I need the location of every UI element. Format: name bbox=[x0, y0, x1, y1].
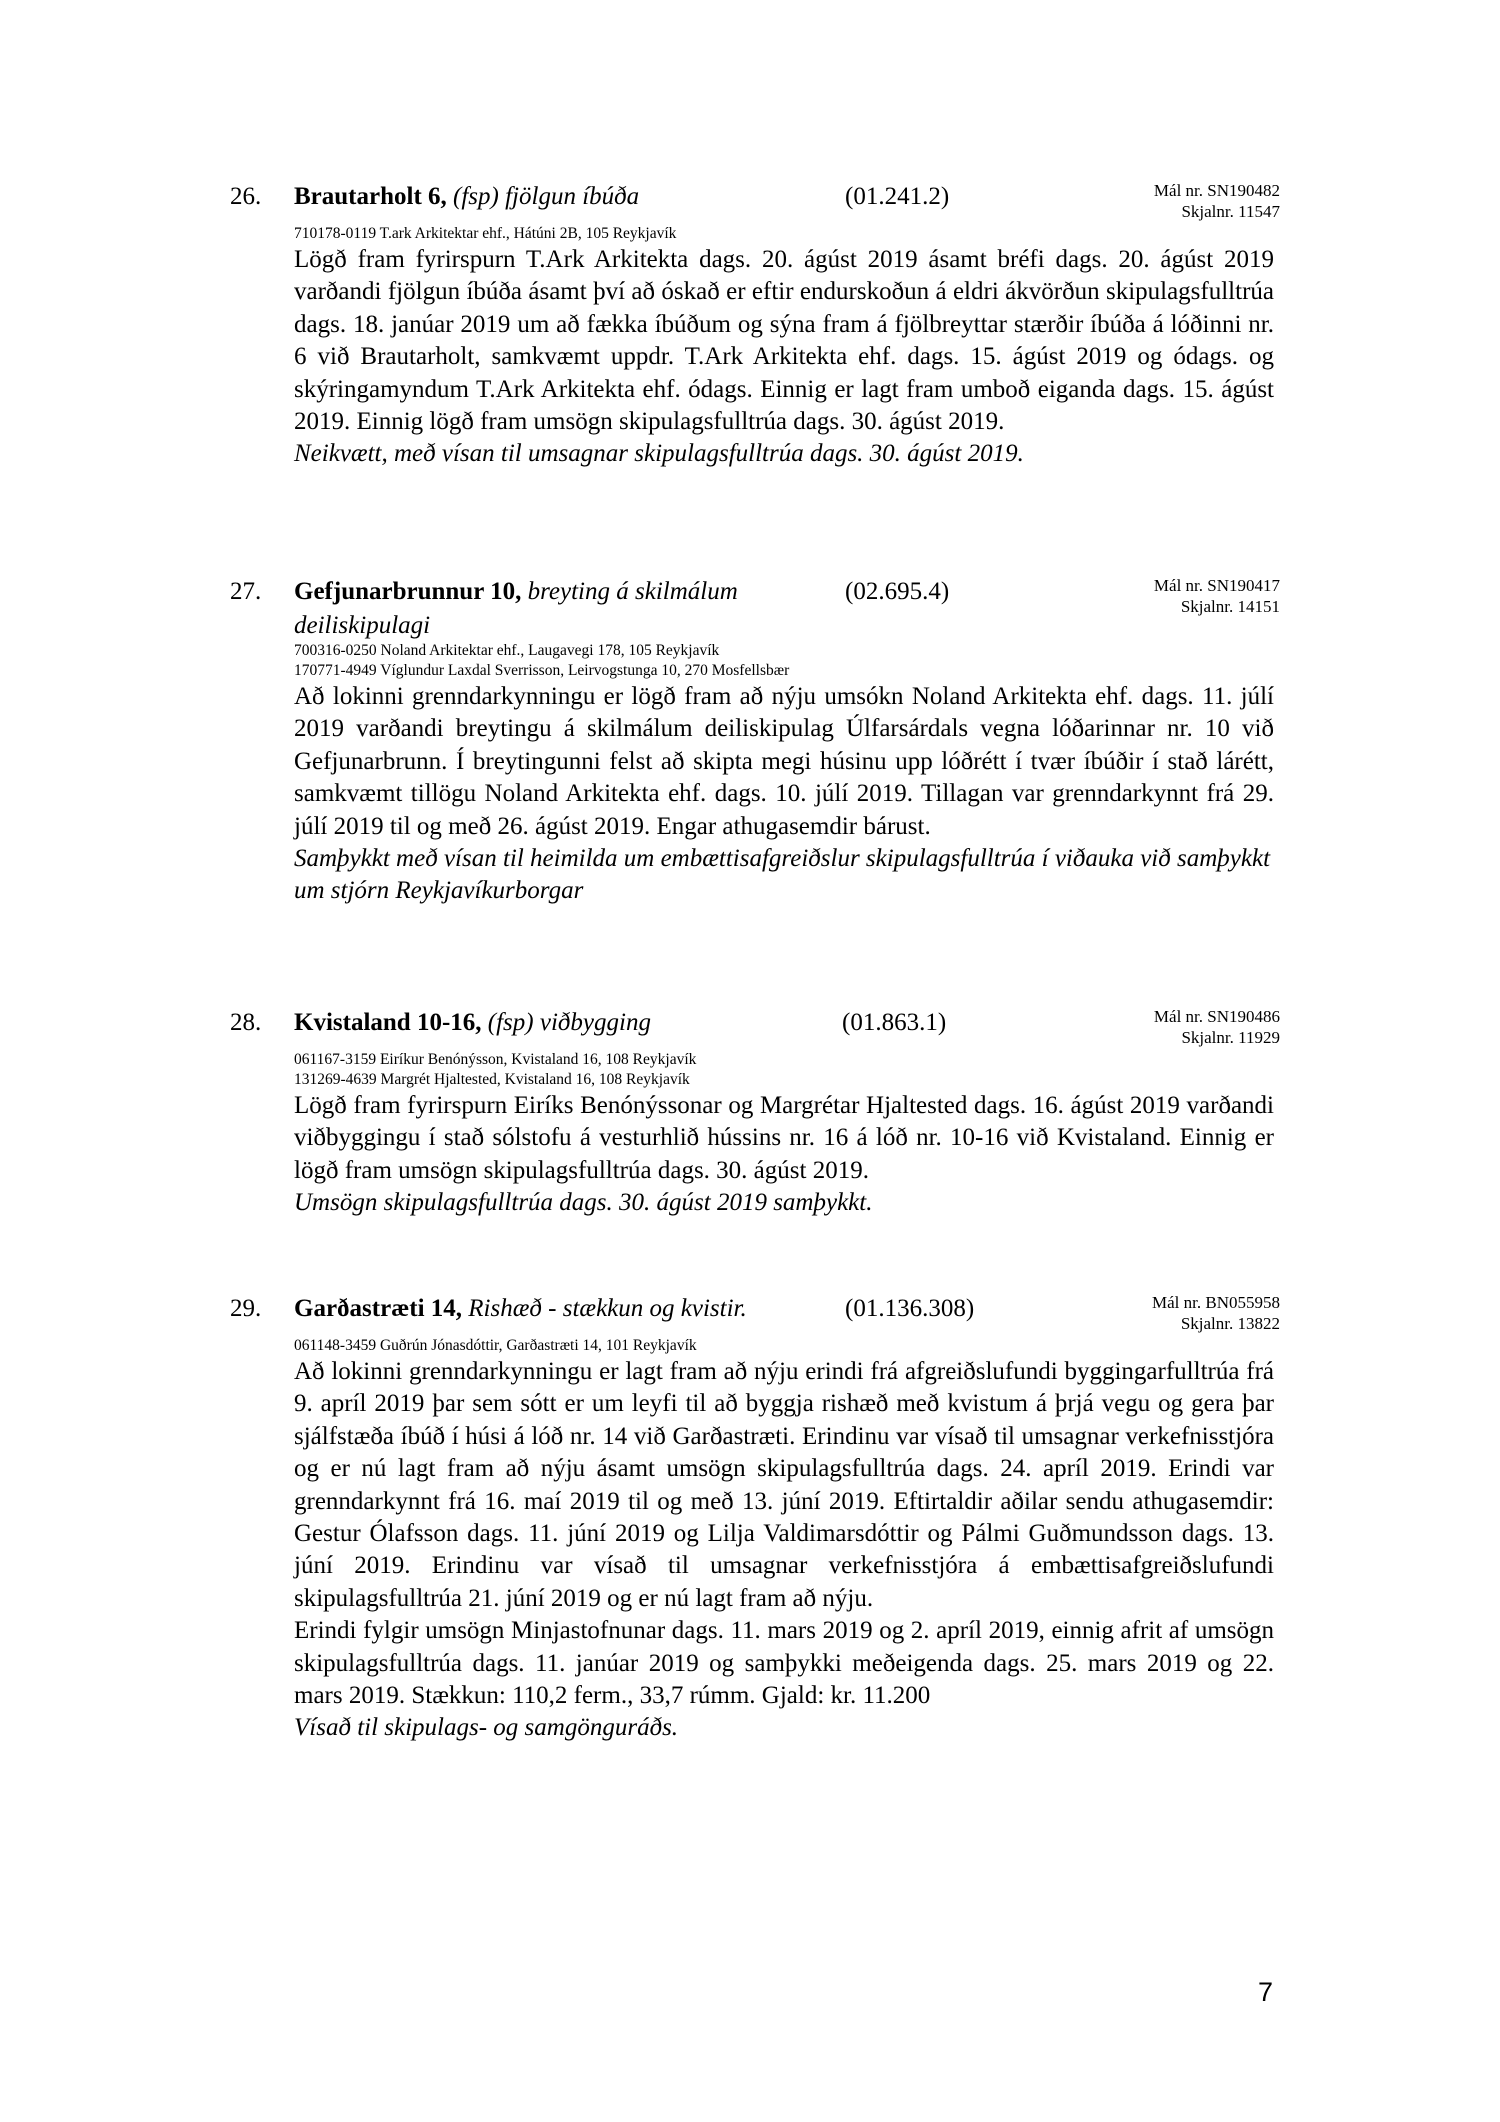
item-land-code: (02.695.4) bbox=[845, 578, 950, 605]
item-title bbox=[294, 1006, 824, 1040]
item-number: 27. bbox=[230, 578, 262, 605]
case-number: Mál nr. SN190486 bbox=[1153, 1007, 1280, 1026]
case-number: Mál nr. BN055958 bbox=[1152, 1293, 1280, 1312]
item-paragraph: Erindi fylgir umsögn Minjastofnunar dags. 11. mars 2019 og 2. apríl 2019, einnig afrit af umsögn skipulagsfulltrúa dags. 11. janúar 2019 og samþykki meðeigenda dags. 25. mars 2019 og 22. mars 2019. Stækkun: 110,2 ferm., 33,7 rúmm. Gjald: kr. 11.200 bbox=[294, 1617, 1274, 1710]
item-number: 28. bbox=[230, 1009, 262, 1036]
item-land-code: (01.136.308) bbox=[845, 1295, 975, 1322]
item-title bbox=[294, 180, 824, 214]
item-paragraph: Að lokinni grenndarkynningu er lögð fram að nýju umsókn Noland Arkitekta ehf. dags. 11. júlí 2019 varðandi breytingu á skilmálum deiliskipulag Úlfarsárdals vegna lóðarinnar nr. 10 við Gefjunarbrunn. Í breytingunni felst að skipta megi húsinu upp lóðrétt í tvær íbúðir í stað lárétt, samkvæmt tillögu Noland Arkitekta ehf. dags. 10. júlí 2019. Tillagan var grenndarkynnt frá 29. júlí 2019 til og með 26. ágúst 2019. Engar athugasemdir bárust. bbox=[294, 683, 1274, 840]
agenda-item-28 bbox=[230, 1006, 1280, 1220]
applicant-line: 710178-0119 T.ark Arkitektar ehf., Hátúni 2B, 105 Reykjavík bbox=[294, 225, 677, 242]
applicant-line: 061148-3459 Guðrún Jónasdóttir, Garðastræti 14, 101 Reykjavík bbox=[294, 1337, 697, 1354]
applicant-line: 131269-4639 Margrét Hjaltested, Kvistaland 16, 108 Reykjavík bbox=[294, 1071, 690, 1088]
agenda-item-26 bbox=[230, 180, 1280, 471]
case-reference bbox=[1154, 180, 1280, 222]
item-header bbox=[230, 575, 1280, 641]
item-header bbox=[230, 1006, 1280, 1050]
item-title-subject: breyting á skilmálum deiliskipulagi bbox=[294, 578, 738, 639]
item-title-address: Brautarholt 6, bbox=[294, 183, 447, 210]
agenda-item-27 bbox=[230, 575, 1280, 908]
item-body bbox=[294, 1336, 1274, 1745]
case-number: Mál nr. SN190417 bbox=[1153, 576, 1280, 595]
document-number: Skjalnr. 11929 bbox=[1181, 1028, 1280, 1047]
applicant-line: 170771-4949 Víglundur Laxdal Sverrisson, Leirvogstunga 10, 270 Mosfellsbær bbox=[294, 662, 790, 679]
item-title-address: Kvistaland 10-16, bbox=[294, 1009, 482, 1036]
document-number: Skjalnr. 13822 bbox=[1180, 1314, 1280, 1333]
item-paragraph: Lögð fram fyrirspurn T.Ark Arkitekta dags. 20. ágúst 2019 ásamt bréfi dags. 20. ágúst 2019 varðandi fjölgun íbúða ásamt því að óskað er eftir endurskoðun á eldri ákvörðun skipulagsfulltrúa dags. 18. janúar 2019 um að fækka íbúðum og sýna fram á fjölbreyttar stærðir íbúða á lóðinni nr. 6 við Brautarholt, samkvæmt uppdr. T.Ark Arkitekta ehf. dags. 15. ágúst 2019 og ódags. og skýringamyndum T.Ark Arkitekta ehf. ódags. Einnig er lagt fram umboð eiganda dags. 15. ágúst 2019. Einnig lögð fram umsögn skipulagsfulltrúa dags. 30. ágúst 2019. bbox=[294, 246, 1274, 436]
item-paragraph: Að lokinni grenndarkynningu er lagt fram að nýju erindi frá afgreiðslufundi byggingarfulltrúa frá 9. apríl 2019 þar sem sótt er um leyfi til að byggja rishæð með kvistum á þrjá vegu og gera þar sjálfstæða íbúð í húsi á lóð nr. 14 við Garðastræti. Erindinu var vísað til umsagnar verkefnisstjóra og er nú lagt fram að nýju ásamt umsögn skipulagsfulltrúa dags. 24. apríl 2019. Erindi var grenndarkynnt frá 16. maí 2019 til og með 13. júní 2019. Eftirtaldir aðilar sendu athugasemdir: Gestur Ólafsson dags. 11. júní 2019 og Lilja Valdimarsdóttir og Pálmi Guðmundsson dags. 13. júní 2019. Erindinu var vísað til umsagnar verkefnisstjóra á embættisafgreiðslufundi skipulagsfulltrúa 21. júní 2019 og er nú lagt fram að nýju. bbox=[294, 1358, 1274, 1612]
agenda-item-29 bbox=[230, 1292, 1280, 1745]
case-reference bbox=[1154, 575, 1280, 617]
item-paragraph: Lögð fram fyrirspurn Eiríks Benónýssonar og Margrétar Hjaltested dags. 16. ágúst 2019 varðandi viðbyggingu í stað sólstofu á vesturhlið hússins nr. 16 á lóð nr. 10-16 við Kvistaland. Einnig er lögð fram umsögn skipulagsfulltrúa dags. 30. ágúst 2019. bbox=[294, 1092, 1274, 1184]
applicant-line: 700316-0250 Noland Arkitektar ehf., Laugavegi 178, 105 Reykjavík bbox=[294, 642, 720, 659]
item-land-code: (01.241.2) bbox=[845, 183, 950, 210]
item-number: 26. bbox=[230, 183, 262, 210]
item-title bbox=[294, 1292, 824, 1326]
item-title-subject: (fsp) viðbygging bbox=[487, 1009, 651, 1036]
case-reference bbox=[1154, 1006, 1280, 1048]
document-number: Skjalnr. 11547 bbox=[1181, 202, 1280, 221]
case-reference bbox=[1152, 1292, 1280, 1334]
item-title-address: Garðastræti 14, bbox=[294, 1295, 463, 1322]
item-title-address: Gefjunarbrunnur 10, bbox=[294, 578, 522, 605]
item-title bbox=[294, 575, 814, 643]
document-number: Skjalnr. 14151 bbox=[1180, 597, 1280, 616]
item-body bbox=[294, 641, 1274, 908]
item-header bbox=[230, 180, 1280, 224]
item-conclusion: Vísað til skipulags- og samgönguráðs. bbox=[294, 1714, 679, 1742]
item-title-subject: Rishæð - stækkun og kvistir. bbox=[468, 1295, 747, 1322]
applicant-line: 061167-3159 Eiríkur Benónýsson, Kvistaland 16, 108 Reykjavík bbox=[294, 1051, 697, 1068]
item-number: 29. bbox=[230, 1295, 262, 1322]
item-body bbox=[294, 1050, 1274, 1220]
item-conclusion: Umsögn skipulagsfulltrúa dags. 30. ágúst 2019 samþykkt. bbox=[294, 1189, 873, 1217]
item-header bbox=[230, 1292, 1280, 1336]
item-land-code: (01.863.1) bbox=[842, 1009, 947, 1036]
item-body bbox=[294, 224, 1274, 471]
case-number: Mál nr. SN190482 bbox=[1153, 181, 1280, 200]
page-number: 7 bbox=[1258, 1977, 1274, 2007]
item-conclusion: Samþykkt með vísan til heimilda um embættisafgreiðslur skipulagsfulltrúa í viðauka við samþykkt um stjórn Reykjavíkurborgar bbox=[294, 845, 1271, 905]
item-title-subject: (fsp) fjölgun íbúða bbox=[453, 183, 640, 210]
item-conclusion: Neikvætt, með vísan til umsagnar skipulagsfulltrúa dags. 30. ágúst 2019. bbox=[294, 440, 1024, 468]
